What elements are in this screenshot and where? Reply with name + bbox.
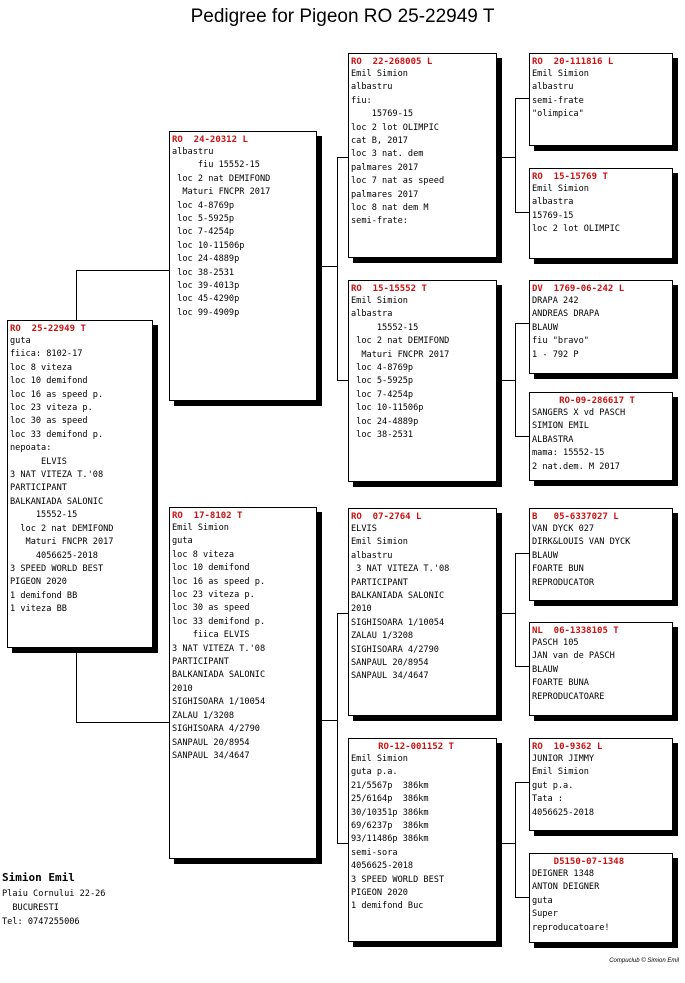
pigeon-info-line: 3 NAT VITEZA T.'08 — [172, 643, 266, 654]
connector-line — [317, 720, 338, 721]
connector-line — [515, 212, 529, 213]
pigeon-info-line: PARTICIPANT — [10, 483, 67, 494]
pigeon-card-ggp-1 — [529, 53, 673, 146]
owner-address: Plaiu Cornului 22-26 — [2, 889, 106, 899]
ring-number: RO 15-15769 T — [532, 172, 608, 182]
pigeon-info-line: guta — [10, 336, 31, 346]
pigeon-info-line: Emil Simion — [351, 754, 408, 764]
pigeon-info-line: Emil Simion — [532, 184, 589, 194]
pigeon-info-line: PASCH 105 — [532, 638, 579, 648]
ring-number: RO-12-001152 T — [351, 742, 454, 752]
pigeon-info-line: FOARTE BUNA — [532, 678, 589, 689]
ring-number: RO 10-9362 L — [532, 742, 603, 752]
pigeon-info-line: palmares 2017 — [351, 162, 419, 173]
pigeon-info-line: BALKANIADA SALONIC — [351, 591, 445, 602]
pigeon-info-line: 3 NAT VITEZA T.'08 — [10, 470, 104, 481]
pigeon-info-line: 15552-15 — [10, 510, 78, 521]
pigeon-card-sire — [169, 131, 317, 401]
ring-number: RO-09-286617 T — [532, 396, 635, 406]
pigeon-info-line: JAN van de PASCH — [532, 651, 615, 662]
pigeon-info-line: albastru — [351, 82, 393, 93]
pigeon-info-line: loc 99-4909p — [172, 307, 240, 318]
pigeon-info-line: 15769-15 — [351, 109, 414, 120]
pigeon-info-line: loc 24-4889p — [351, 416, 419, 427]
connector-line — [515, 98, 529, 99]
connector-line — [337, 157, 338, 380]
pigeon-info-line: loc 30 as speed — [172, 603, 250, 614]
pigeon-info-line: 3 NAT VITEZA T.'08 — [351, 564, 450, 575]
pigeon-info-line: semi-sora — [351, 847, 398, 858]
connector-line — [76, 270, 170, 271]
pigeon-info-line: Emil Simion — [351, 69, 408, 79]
connector-line — [76, 270, 77, 321]
pigeon-info-line: SANPAUL 20/8954 — [172, 737, 250, 748]
pigeon-info-line: loc 10-11506p — [351, 403, 424, 414]
pigeon-info-line: albastru — [351, 550, 393, 561]
pigeon-info-line: 69/6237p 386km — [351, 821, 429, 832]
pigeon-card-subject — [7, 320, 153, 648]
pigeon-info-line: 2010 — [172, 683, 193, 694]
ring-number: NL 06-1338105 T — [532, 626, 619, 636]
pigeon-card-sire-dam — [348, 280, 497, 482]
pigeon-info-line: 25/6164p 386km — [351, 794, 429, 805]
pigeon-card-ggp-4 — [529, 392, 673, 481]
ring-number: B 05-6337027 L — [532, 512, 619, 522]
connector-line — [515, 436, 529, 437]
page-title: Pedigree for Pigeon RO 25-22949 T — [190, 6, 495, 27]
pigeon-info-line: loc 10 demifond — [10, 376, 88, 387]
pigeon-info-line: loc 33 demifond p. — [10, 429, 104, 440]
pigeon-info-line: BLAUW — [532, 322, 558, 333]
pigeon-info-line: loc 30 as speed — [10, 416, 88, 427]
pigeon-card-ggp-8 — [529, 853, 673, 943]
pigeon-info-line: loc 5-5925p — [351, 376, 414, 387]
pigeon-info-line: SANPAUL 34/4647 — [351, 671, 429, 682]
ring-number: RO 15-15552 T — [351, 284, 427, 294]
pigeon-info-line: 2 nat.dem. M 2017 — [532, 461, 620, 472]
owner-phone: Tel: 0747255006 — [2, 917, 80, 927]
pigeon-info-line: nepoata: — [10, 443, 52, 454]
pigeon-info-line: BLAUW — [532, 550, 558, 561]
pigeon-info-line: loc 16 as speed p. — [172, 576, 266, 587]
pigeon-info-line: fiu "bravo" — [532, 336, 589, 347]
connector-line — [515, 98, 516, 212]
ring-number: RO 25-22949 T — [10, 324, 86, 334]
pigeon-info-line: loc 7-4254p — [351, 389, 414, 400]
connector-line — [515, 666, 529, 667]
pigeon-info-line: 93/11486p 386km — [351, 834, 429, 845]
pigeon-card-sire-sire — [348, 53, 497, 258]
pigeon-info-line: 1 viteza BB — [10, 604, 67, 615]
connector-line — [76, 722, 170, 723]
pigeon-info-line: loc 8 viteza — [10, 362, 73, 373]
pigeon-info-line: loc 3 nat. dem — [351, 149, 424, 160]
pigeon-info-line: 4056625-2018 — [532, 807, 595, 818]
pigeon-info-line: guta — [172, 536, 193, 547]
ring-number: RO 20-111816 L — [532, 57, 614, 67]
pigeon-info-line: SIGHISOARA 1/10054 — [172, 697, 266, 708]
pigeon-info-line: Emil Simion — [351, 296, 408, 306]
pigeon-info-line: loc 2 nat DEMIFOND — [351, 336, 450, 347]
pigeon-info-line: PIGEON 2020 — [10, 577, 67, 588]
pigeon-info-line: Maturi FNCPR 2017 — [351, 349, 450, 360]
pigeon-info-line: loc 23 viteza p. — [10, 403, 93, 414]
pigeon-info-line: 3 SPEED WORLD BEST — [10, 563, 104, 574]
pigeon-info-line: gut p.a. — [532, 780, 574, 791]
pigeon-info-line: SIGHISOARA 1/10054 — [351, 617, 445, 628]
pigeon-info-line: loc 38-2531 — [172, 267, 235, 278]
pigeon-info-line: ELVIS — [10, 456, 67, 467]
ring-number: RO 07-2764 L — [351, 512, 422, 522]
pigeon-info-line: PARTICIPANT — [351, 577, 408, 588]
pigeon-info-line: REPRODUCATOR — [532, 577, 595, 588]
connector-line — [76, 648, 77, 722]
pigeon-info-line: albastru — [532, 82, 574, 93]
connector-line — [515, 897, 529, 898]
connector-line — [497, 613, 516, 614]
pigeon-info-line: JUNIOR JIMMY — [532, 754, 595, 764]
pigeon-info-line: fiu 15552-15 — [172, 160, 260, 171]
pigeon-info-line: cat B, 2017 — [351, 136, 408, 147]
pigeon-card-ggp-6 — [529, 622, 673, 716]
pigeon-info-line: guta p.a. — [351, 767, 398, 778]
ring-number: D5150-07-1348 — [532, 857, 625, 867]
owner-city: BUCURESTI — [2, 903, 59, 913]
pigeon-info-line: loc 7 nat as speed — [351, 176, 445, 187]
pigeon-info-line: 15552-15 — [351, 322, 419, 333]
pigeon-info-line: semi-frate — [532, 95, 584, 106]
connector-line — [515, 782, 516, 897]
pigeon-info-line: loc 45-4290p — [172, 294, 240, 305]
pigeon-info-line: PIGEON 2020 — [351, 888, 408, 899]
pigeon-info-line: BLAUW — [532, 664, 558, 675]
pigeon-info-line: loc 2 nat DEMIFOND — [10, 523, 114, 534]
pigeon-info-line: DRAPA 242 — [532, 296, 579, 306]
pigeon-card-ggp-3 — [529, 280, 673, 374]
pigeon-info-line: loc 23 viteza p. — [172, 590, 255, 601]
pigeon-info-line: Maturi FNCPR 2017 — [10, 537, 114, 548]
pigeon-info-line: fiica ELVIS — [172, 630, 250, 641]
pigeon-info-line: albastra — [532, 197, 574, 208]
connector-line — [497, 380, 516, 381]
pigeon-info-line: Emil Simion — [532, 767, 589, 778]
pigeon-info-line: loc 4-8769p — [351, 363, 414, 374]
pigeon-info-line: loc 2 lot OLIMPIC — [351, 122, 439, 133]
footer-credit: Compuclub © Simion Emil — [609, 958, 679, 964]
pigeon-info-line: loc 2 lot OLIMPIC — [532, 224, 620, 235]
pigeon-info-line: PARTICIPANT — [172, 657, 229, 668]
pigeon-info-line: reproducatoare! — [532, 922, 610, 933]
pigeon-info-line: loc 8 viteza — [172, 549, 235, 560]
pigeon-info-line: "olimpica" — [532, 109, 584, 120]
pigeon-card-dam-dam — [348, 738, 497, 942]
pigeon-info-line: ELVIS — [351, 524, 377, 534]
pigeon-info-line: SIGHISOARA 4/2790 — [172, 724, 260, 735]
pigeon-info-line: loc 10-11506p — [172, 240, 245, 251]
pigeon-info-line: SANGERS X vd PASCH — [532, 408, 626, 418]
pigeon-info-line: fiica: 8102-17 — [10, 349, 83, 360]
pigeon-info-line: loc 10 demifond — [172, 563, 250, 574]
ring-number: RO 17-8102 T — [172, 511, 243, 521]
pigeon-info-line: mama: 15552-15 — [532, 448, 605, 459]
connector-line — [515, 782, 529, 783]
pigeon-info-line: loc 8 nat dem M — [351, 203, 429, 214]
pigeon-info-line: DIRK&LOUIS VAN DYCK — [532, 537, 631, 548]
pigeon-info-line: 3 SPEED WORLD BEST — [351, 874, 445, 885]
pigeon-info-line: VAN DYCK 027 — [532, 524, 595, 534]
connector-line — [515, 553, 529, 554]
pigeon-info-line: BALKANIADA SALONIC — [10, 496, 104, 507]
pigeon-info-line: loc 7-4254p — [172, 227, 235, 238]
pigeon-info-line: FOARTE BUN — [532, 564, 584, 575]
pigeon-info-line: 30/10351p 386km — [351, 807, 429, 818]
pigeon-info-line: albastru — [172, 147, 214, 157]
pigeon-info-line: fiu: — [351, 95, 372, 106]
pigeon-info-line: loc 33 demifond p. — [172, 616, 266, 627]
pigeon-info-line: ANDREAS DRAPA — [532, 309, 600, 320]
pigeon-info-line: Super — [532, 909, 558, 920]
connector-line — [337, 613, 338, 843]
pigeon-info-line: ZALAU 1/3208 — [172, 710, 235, 721]
pigeon-card-dam — [169, 507, 317, 859]
pigeon-info-line: SANPAUL 34/4647 — [172, 750, 250, 761]
pigeon-info-line: loc 5-5925p — [172, 214, 235, 225]
pigeon-info-line: loc 24-4889p — [172, 254, 240, 265]
pigeon-card-ggp-5 — [529, 508, 673, 601]
pigeon-info-line: Emil Simion — [351, 537, 408, 548]
pigeon-info-line: 1 demifond BB — [10, 590, 78, 601]
pigeon-info-line: Maturi FNCPR 2017 — [172, 187, 271, 198]
pigeon-info-line: loc 4-8769p — [172, 200, 235, 211]
pigeon-info-line: SIMION EMIL — [532, 421, 589, 432]
pigeon-info-line: loc 38-2531 — [351, 430, 414, 441]
pigeon-info-line: 4056625-2018 — [10, 550, 98, 561]
pigeon-info-line: SIGHISOARA 4/2790 — [351, 644, 439, 655]
pigeon-info-line: albastra — [351, 309, 393, 320]
pigeon-card-ggp-2 — [529, 168, 673, 259]
pigeon-info-line: loc 16 as speed p. — [10, 389, 104, 400]
ring-number: DV 1769-06-242 L — [532, 284, 625, 294]
connector-line — [497, 157, 516, 158]
pigeon-info-line: palmares 2017 — [351, 189, 419, 200]
pigeon-info-line: 2010 — [351, 604, 372, 615]
pigeon-info-line: ZALAU 1/3208 — [351, 631, 414, 642]
ring-number: RO 24-20312 L — [172, 135, 248, 145]
pigeon-info-line: loc 39-4013p — [172, 281, 240, 292]
connector-line — [497, 843, 516, 844]
pigeon-info-line: 1 - 792 P — [532, 349, 579, 360]
pigeon-info-line: Tata : — [532, 794, 564, 805]
pigeon-info-line: 21/5567p 386km — [351, 780, 429, 791]
pigeon-card-dam-sire — [348, 508, 497, 716]
pigeon-info-line: BALKANIADA SALONIC — [172, 670, 266, 681]
pigeon-info-line: guta — [532, 895, 553, 906]
ring-number: RO 22-268005 L — [351, 57, 433, 67]
owner-name: Simion Emil — [2, 871, 75, 884]
connector-line — [515, 553, 516, 666]
pigeon-info-line: 15769-15 — [532, 210, 574, 221]
pigeon-info-line: Emil Simion — [532, 69, 589, 79]
pigeon-info-line: SANPAUL 20/8954 — [351, 658, 429, 669]
pigeon-info-line: Emil Simion — [172, 523, 229, 533]
pigeon-info-line: DEIGNER 1348 — [532, 869, 595, 879]
pigeon-info-line: ANTON DEIGNER — [532, 882, 600, 893]
pigeon-info-line: ALBASTRA — [532, 434, 574, 445]
connector-line — [317, 266, 338, 267]
pigeon-info-line: semi-frate: — [351, 216, 408, 227]
pigeon-info-line: loc 2 nat DEMIFOND — [172, 173, 271, 184]
pigeon-info-line: 1 demifond Buc — [351, 901, 424, 912]
pigeon-card-ggp-7 — [529, 738, 673, 831]
pigeon-info-line: 4056625-2018 — [351, 861, 414, 872]
connector-line — [515, 323, 529, 324]
pigeon-info-line: REPRODUCATOARE — [532, 691, 605, 702]
